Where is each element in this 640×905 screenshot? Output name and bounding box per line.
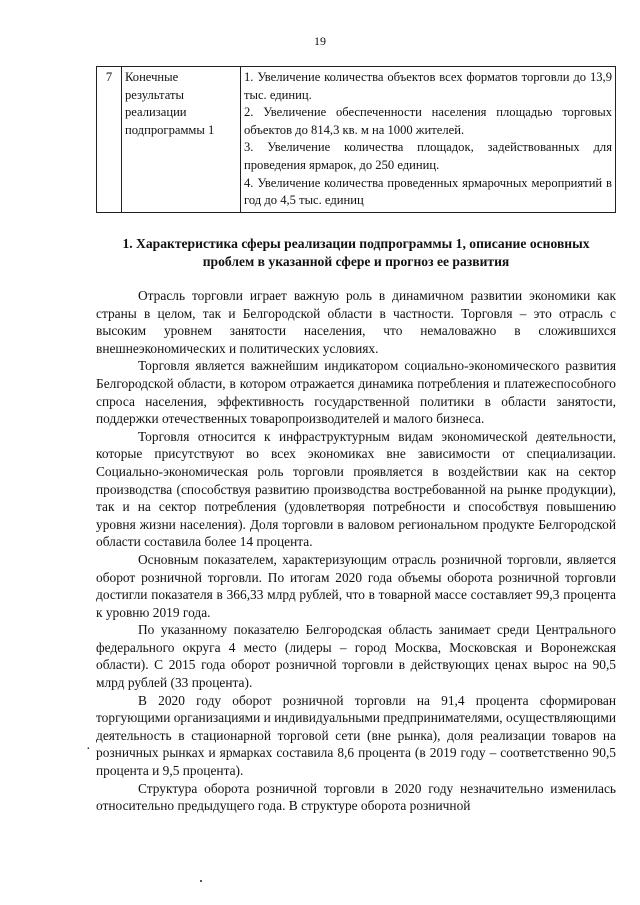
row-number: 7 (97, 67, 122, 213)
section-title: 1. Характеристика сферы реализации подпрограммы 1, описание основных проблем в указанной сфере и прогноз ее развития (122, 236, 590, 269)
scan-speck (200, 880, 202, 882)
result-item-4: 4. Увеличение количества проведенных ярмарочных мероприятий в год до 4,5 тыс. единиц (244, 175, 612, 208)
paragraph-2: Торговля является важнейшим индикатором социально-экономического развития Белгородской области, в котором отражается динамика потребления и платежеспособного спроса населения, эффективность государственной политики в области занятости, поддержки отечественных товаропроизводителей и малого бизнеса. (96, 358, 616, 427)
results-table (96, 66, 616, 213)
paragraph-4: Основным показателем, характеризующим отрасль розничной торговли, является оборот розничной торговли. По итогам 2020 года объемы оборота розничной торговли достигли показателя в 366,33 млрд рублей, что в товарной массе составляет 99,3 процента к уровню 2019 года. (96, 551, 616, 620)
paragraph-3: Торговля относится к инфраструктурным видам экономической деятельности, которые присутствуют во всех экономиках вне зависимости от специализации. Социально-экономическая роль торговли проявляется в воздействии как на сектор производства (способствуя развитию производства востребованной на рынке продукции), так и на сектор потребления (удовлетворяя потребности и способствуя повышению уровня жизни населения). Доля торговли в валовом региональном продукте Белгородской области составила более 14 процента. (96, 428, 616, 550)
row-label: Конечные результаты реализации подпрограммы 1 (122, 67, 241, 213)
paragraph-5: По указанному показателю Белгородская область занимает среди Центрального федерального округа 4 место (лидеры – город Москва, Московская и Воронежская области). С 2015 года оборот розничной торговли в действующих ценах вырос на 90,5 млрд рублей (33 процента). (96, 622, 616, 691)
row-content (241, 67, 616, 213)
paragraph-6: В 2020 году оборот розничной торговли на 91,4 процента сформирован торгующими организациями и индивидуальными предпринимателями, осуществляющими деятельность в стационарной торговой сети (вне рынка), доля реализации товаров на розничных рынках и ярмарках составила 8,6 процента (в 2019 году – соответственно 90,5 процента и 9,5 процента). (96, 692, 616, 779)
result-item-2: 2. Увеличение обеспеченности населения площадью торговых объектов до 814,3 кв. м на 1000 жителей. (244, 105, 612, 137)
result-item-1: 1. Увеличение количества объектов всех форматов торговли до 13,9 тыс. единиц. (244, 70, 612, 102)
paragraph-1: Отрасль торговли играет важную роль в динамичном развитии экономики как страны в целом, так и Белгородской области в частности. Торговля – это отрасль с высоким уровнем занятости населения, что немаловажно в сложившихся внешнеэкономических и политических условиях. (96, 288, 616, 356)
margin-mark: · (86, 742, 91, 757)
body-text (96, 287, 616, 815)
result-item-3: 3. Увеличение количества площадок, задействованных для проведения ярмарок, до 250 единиц. (244, 140, 612, 172)
paragraph-7: Структура оборота розничной торговли в 2020 году незначительно изменилась относительно предыдущего года. В структуре оборота розничной (96, 780, 616, 814)
table-row (97, 67, 616, 213)
page-number: 19 (314, 34, 326, 48)
